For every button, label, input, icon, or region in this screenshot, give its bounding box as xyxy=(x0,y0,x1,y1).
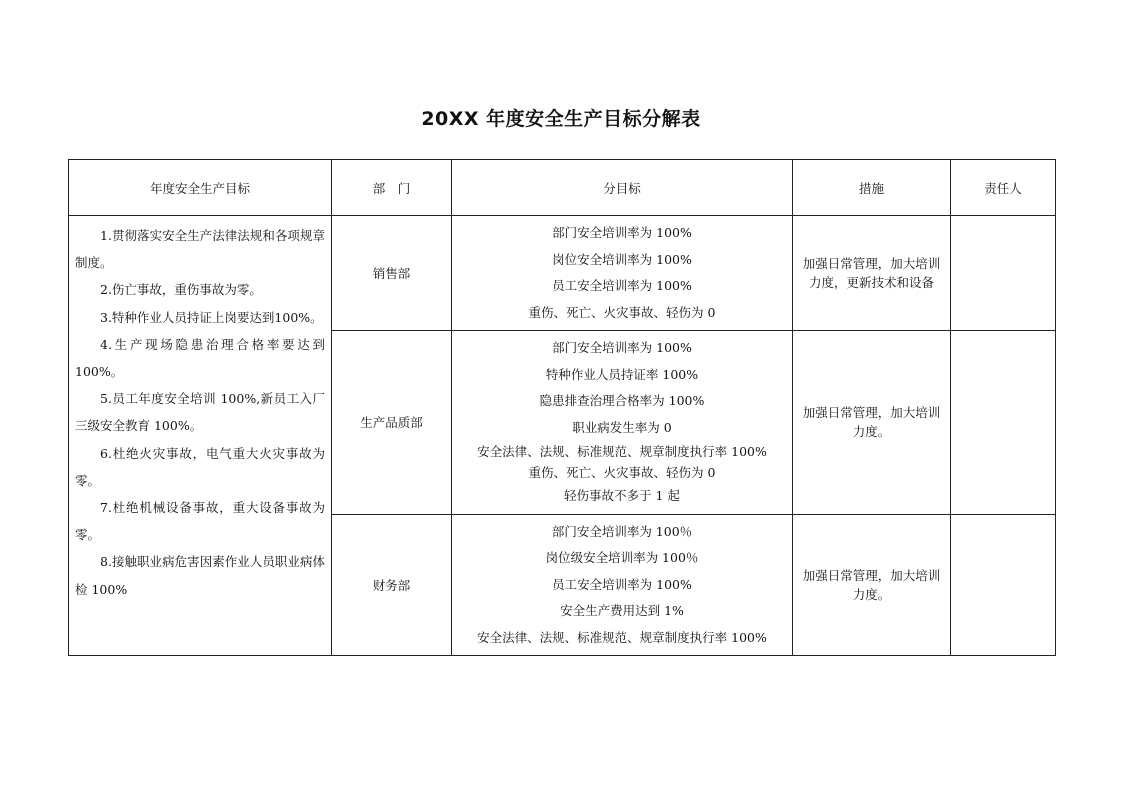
sub-goal-item: 特种作业人员持证率 100% xyxy=(545,366,699,382)
header-responsible: 责任人 xyxy=(951,160,1056,216)
department-name: 财务部 xyxy=(332,514,452,656)
responsible-cell xyxy=(951,331,1056,515)
sub-goal-item: 部门安全培训率为 100% xyxy=(552,340,692,355)
measure-text: 加强日常管理，加大培训力度。 xyxy=(802,405,941,440)
annual-goal-item: 8.接触职业病危害因素作业人员职业病体检 100% xyxy=(75,554,325,597)
header-sub-goal: 分目标 xyxy=(452,160,793,216)
page-title: 20XX 年度安全生产目标分解表 xyxy=(421,108,701,130)
sub-goals-cell xyxy=(452,216,793,331)
sub-goal-item: 轻伤事故不多于 1 起 xyxy=(564,488,680,503)
table-header-row xyxy=(69,160,1056,216)
measure-text: 加强日常管理，加大培训力度，更新技术和设备 xyxy=(802,256,941,290)
annual-goal-item: 4.生产现场隐患治理合格率要达到100%。 xyxy=(75,336,325,380)
sub-goal-item: 安全生产费用达到 1% xyxy=(560,603,684,618)
annual-goal-item: 2.伤亡事故，重伤事故为零。 xyxy=(100,282,262,298)
department-name: 生产品质部 xyxy=(332,331,452,515)
sub-goal-item: 员工安全培训率为 100% xyxy=(552,278,692,293)
sub-goals-cell xyxy=(452,514,793,656)
responsible-cell xyxy=(951,216,1056,331)
department-name: 销售部 xyxy=(332,216,452,331)
header-department: 部 门 xyxy=(332,160,452,216)
sub-goal-item: 员工安全培训率为 100% xyxy=(552,576,692,592)
sub-goal-item: 岗位级安全培训率为 100％ xyxy=(545,550,699,565)
annual-goal-item: 5.员工年度安全培训 100%,新员工入厂三级安全教育 100%。 xyxy=(75,391,325,434)
sub-goal-item: 安全法律、法规、标准规范、规章制度执行率 100% xyxy=(477,629,767,645)
annual-goal-item: 6.杜绝火灾事故，电气重大火灾事故为零。 xyxy=(75,445,325,488)
sub-goal-item: 重伤、死亡、火灾事故、轻伤为 0 xyxy=(528,465,716,480)
sub-goals-cell xyxy=(452,331,793,515)
header-measures: 措施 xyxy=(793,160,951,216)
sub-goal-item: 部门安全培训率为 100% xyxy=(552,225,692,240)
measure-text: 加强日常管理，加大培训力度。 xyxy=(802,567,941,602)
header-annual-goal: 年度安全生产目标 xyxy=(69,160,332,216)
table-row xyxy=(69,216,1056,331)
sub-goal-item: 隐患排查治理合格率为 100% xyxy=(539,393,705,408)
sub-goal-item: 安全法律、法规、标准规范、规章制度执行率 100% xyxy=(477,444,767,459)
annual-goal-item: 3.特种作业人员持证上岗要达到100%。 xyxy=(100,309,323,325)
sub-goal-item: 部门安全培训率为 100％ xyxy=(551,523,693,539)
measure-cell xyxy=(793,514,951,656)
sub-goal-item: 岗位安全培训率为 100% xyxy=(552,251,692,267)
measure-cell xyxy=(793,216,951,331)
measure-cell xyxy=(793,331,951,515)
annual-goal-item: 7.杜绝机械设备事故，重大设备事故为零。 xyxy=(75,500,325,543)
sub-goal-item: 职业病发生率为 0 xyxy=(572,419,672,435)
responsible-cell xyxy=(951,514,1056,656)
annual-goal-item: 1.贯彻落实安全生产法律法规和各项规章制度。 xyxy=(75,228,325,271)
annual-goals-cell xyxy=(69,216,332,656)
sub-goal-item: 重伤、死亡、火灾事故、轻伤为 0 xyxy=(528,304,716,320)
goal-breakdown-table xyxy=(68,159,1056,656)
